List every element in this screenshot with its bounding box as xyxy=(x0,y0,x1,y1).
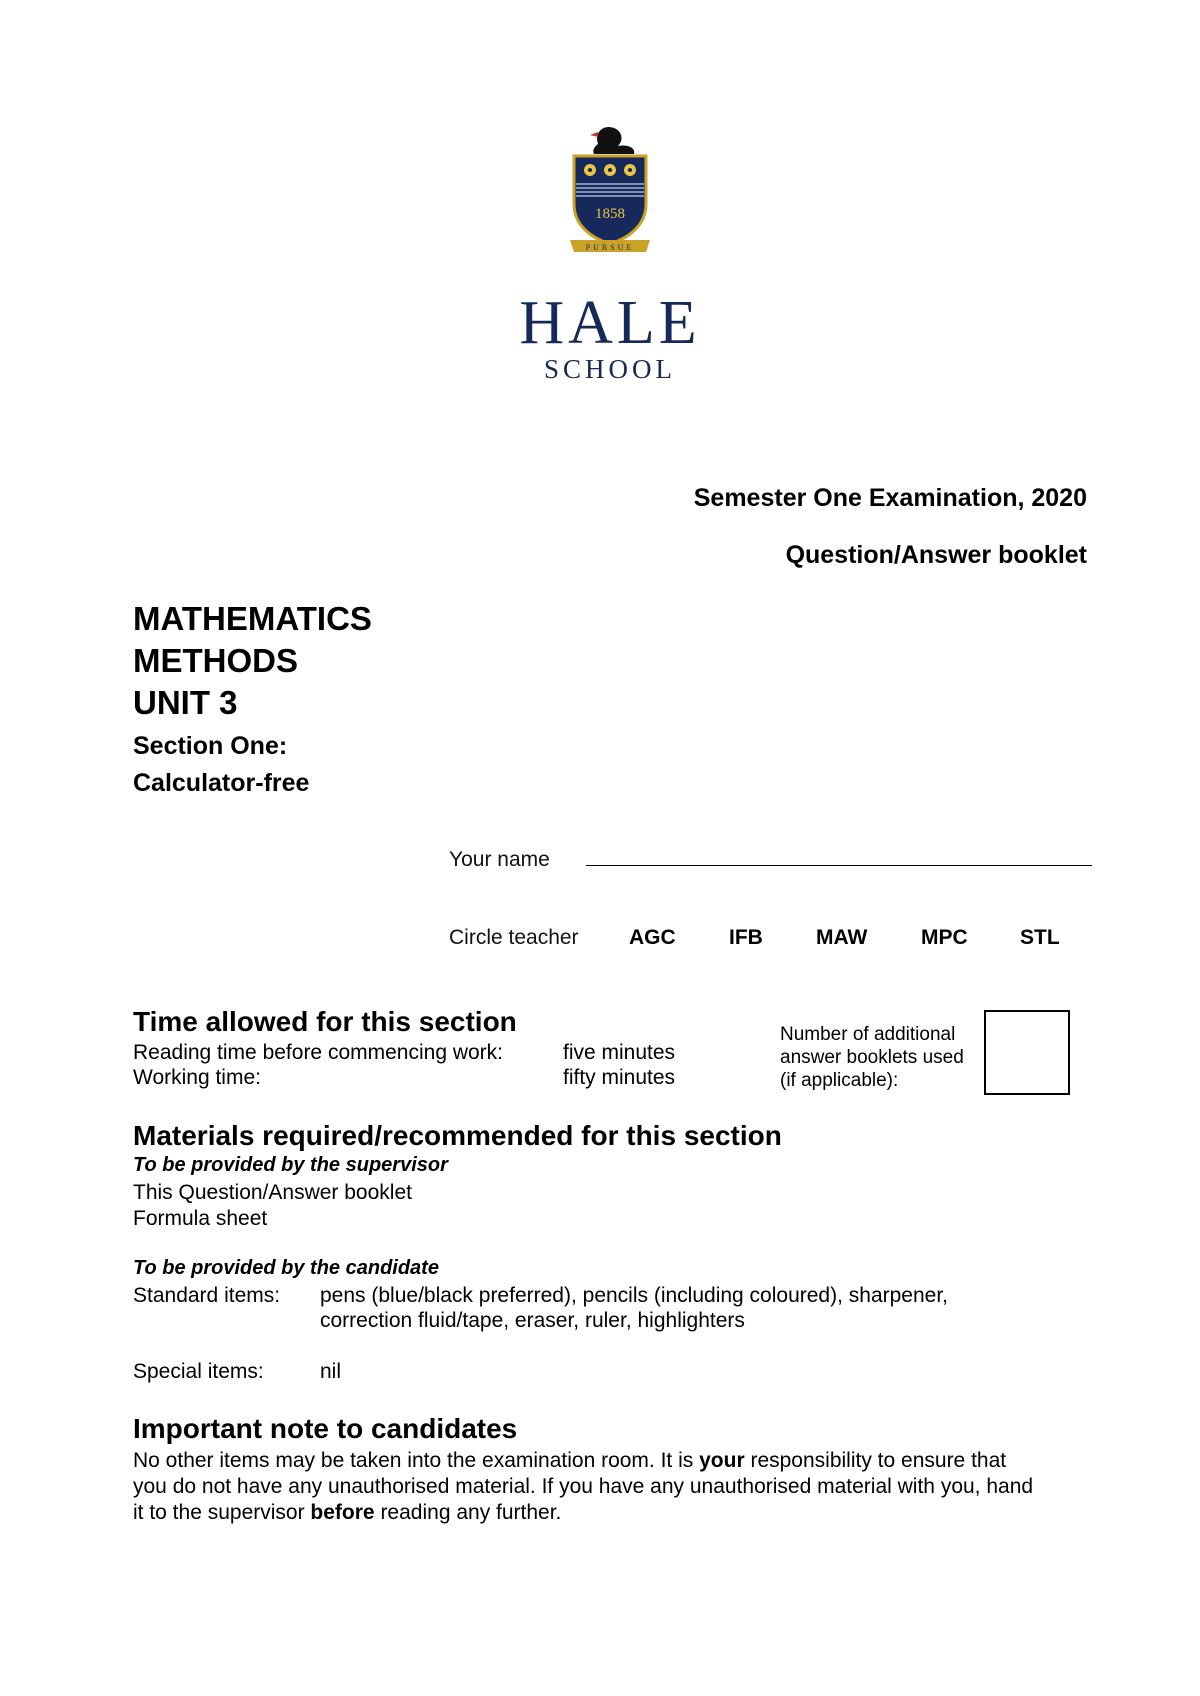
booklet-title: Question/Answer booklet xyxy=(785,541,1087,569)
subject-line-1: MATHEMATICS xyxy=(133,600,372,637)
reading-time-value: five minutes xyxy=(563,1041,676,1064)
additional-booklets-box[interactable] xyxy=(984,1010,1070,1095)
supervisor-heading: To be provided by the supervisor xyxy=(133,1154,448,1176)
standard-items-line-1: pens (blue/black preferred), pencils (including coloured), sharpener, xyxy=(320,1284,949,1307)
logo-name: HALE xyxy=(519,289,701,357)
teacher-option[interactable]: AGC xyxy=(629,926,676,949)
working-time-label: Working time: xyxy=(133,1066,261,1089)
name-label: Your name xyxy=(449,848,550,871)
special-items-value: nil xyxy=(320,1360,342,1383)
teacher-option[interactable]: MPC xyxy=(921,926,968,949)
note-body: No other items may be taken into the examination room. It is your responsibility to ensure that you do not have any unauthorised material. If you have any unauthorised material with you, hand it to the supervisor before reading any further. xyxy=(133,1449,1034,1524)
svg-text:1858: 1858 xyxy=(595,206,625,222)
standard-items-line-2: correction fluid/tape, eraser, ruler, highlighters xyxy=(320,1309,745,1332)
candidate-heading: To be provided by the candidate xyxy=(133,1257,439,1279)
crest-icon xyxy=(568,122,652,258)
section-title: Section One: xyxy=(133,732,288,760)
teacher-option[interactable]: STL xyxy=(1020,926,1060,949)
working-time-value: fifty minutes xyxy=(563,1066,676,1089)
teacher-option[interactable]: MAW xyxy=(816,926,868,949)
special-items-label: Special items: xyxy=(133,1360,264,1383)
time-heading: Time allowed for this section xyxy=(133,1006,517,1037)
teacher-label: Circle teacher xyxy=(449,926,579,949)
materials-heading: Materials required/recommended for this section xyxy=(133,1120,782,1151)
svg-text:PURSUE: PURSUE xyxy=(585,243,635,252)
standard-items-label: Standard items: xyxy=(133,1284,281,1307)
supervisor-item: This Question/Answer booklet xyxy=(133,1181,412,1204)
section-subtitle: Calculator-free xyxy=(133,769,310,797)
note-heading: Important note to candidates xyxy=(133,1413,518,1444)
school-logo xyxy=(510,122,710,392)
additional-booklets-label: Number of additional answer booklets used (if applicable): xyxy=(780,1024,964,1091)
subject-line-3: UNIT 3 xyxy=(133,684,238,721)
name-input-line[interactable] xyxy=(586,865,1092,866)
teacher-option[interactable]: IFB xyxy=(729,926,763,949)
supervisor-item: Formula sheet xyxy=(133,1207,268,1230)
reading-time-label: Reading time before commencing work: xyxy=(133,1041,504,1064)
exam-title: Semester One Examination, 2020 xyxy=(693,484,1087,512)
logo-subname: SCHOOL xyxy=(543,354,676,384)
subject-line-2: METHODS xyxy=(133,642,298,679)
